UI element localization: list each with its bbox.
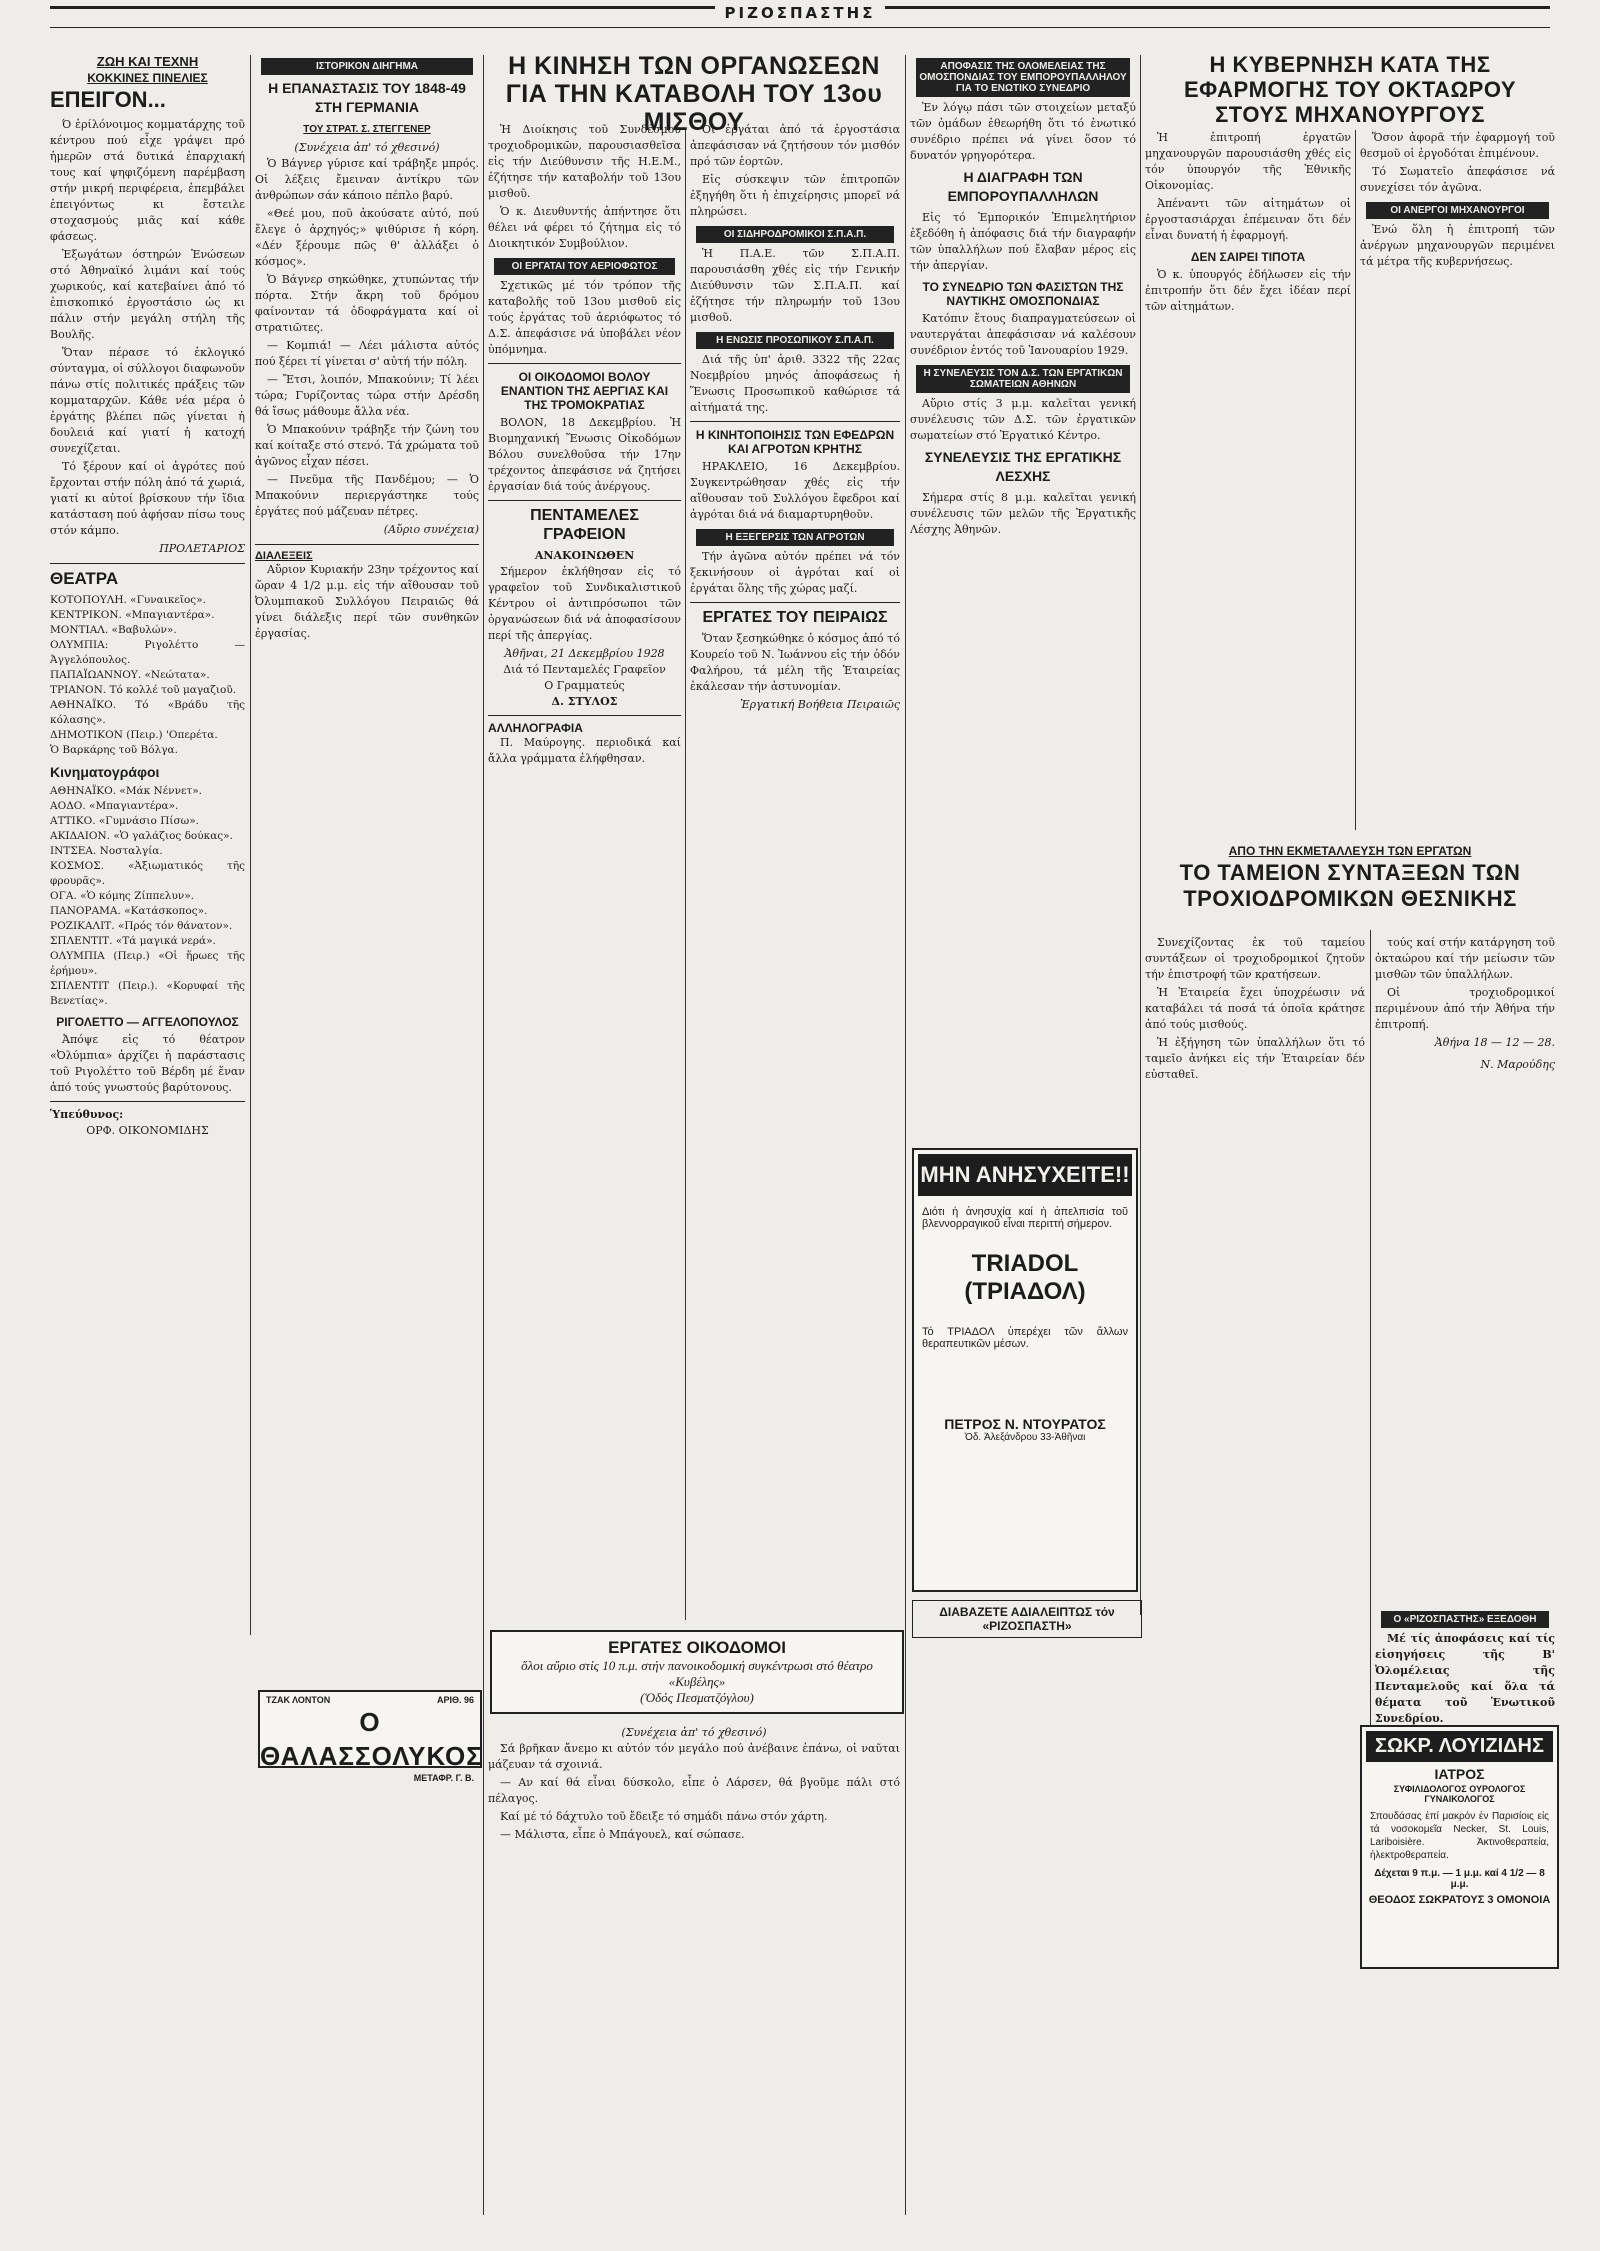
column-rule <box>905 55 906 2215</box>
right-headline <box>1145 52 1555 127</box>
rizospastis-notice <box>1375 1605 1555 1725</box>
serial-translation: ΜΕΤΑΦΡ. Γ. Β. <box>413 1773 474 1783</box>
doctor-text: Σπουδάσας ἐπί μακρόν ἐν Παρισίοις εἰς τά νοσοκομεῖα Necker, St. Louis, Lariboisière. Ἀκτινοθεραπεία, ἠλεκτροθεραπεία. <box>1370 1811 1549 1861</box>
paragraph: Αὔριο στίς 3 μ.μ. καλεῖται γενική συνέλευσις τῶν Δ.Σ. τῶν ἐργατικῶν σωματείων στό Ἐργατικό Κέντρο. <box>910 397 1136 442</box>
article-author: Ν. Μαρούδης <box>1480 1058 1555 1071</box>
ad-text: ὅλοι αὔριο στίς 10 π.μ. στήν πανοικοδομική συγκέντρωσι στό θέατρο «Κυβέλης» <box>521 1658 873 1689</box>
article-title: ΑΠΟΦΑΣΙΣ ΤΗΣ ΟΛΟΜΕΛΕΙΑΣ ΤΗΣ ΟΜΟΣΠΟΝΔΙΑΣ ΤΟΥ ΕΜΠΟΡΟΥΠΑΛΛΗΛΟΥ ΓΙΑ ΤΟ ΕΝΩΤΙΚΟ ΣΥΝΕΔΡΙΟ <box>916 58 1130 97</box>
paragraph: Σά βρῆκαν ἄνεμο κι αὐτόν τόν μεγάλο πού ἀνέβαινε ἐπάνω, οἱ ναῦται μάζευαν τά σχοινιά. <box>488 1742 900 1771</box>
headline-text: ΤΟ ΤΑΜΕΙΟΝ ΣΥΝΤΑΞΕΩΝ ΤΩΝ ΤΡΟΧΙΟΔΡΟΜΙΚΩΝ ΘΕΣΝΙΚΗΣ <box>1179 860 1521 911</box>
subheading: ΟΙ ΣΙΔΗΡΟΔΡΟΜΙΚΟΙ Σ.Π.Α.Π. <box>696 226 894 243</box>
ad-text: Διότι ἡ ἀνησυχία καί ἡ ἀπελπισία τοῦ βλεννορραγικοῦ εἶναι περιττή σήμερον. <box>922 1206 1128 1230</box>
divider <box>255 544 479 545</box>
subheading: Η ΔΙΑΓΡΑΦΗ ΤΩΝ ΕΜΠΟΡΟΥΠΑΛΛΗΛΩΝ <box>947 169 1099 204</box>
column-rule <box>483 55 484 2215</box>
column-right-left <box>1145 130 1351 830</box>
subheading-kicker: ΑΝΑΚΟΙΝΩΘΕΝ <box>534 549 635 562</box>
paragraph: Ἡ Π.Α.Ε. τῶν Σ.Π.Α.Π. παρουσιάσθη χθές εἰς τήν Γενικήν Διεύθυνσιν τῶν Σ.Π.Α.Π. καί ἐζήτησε τήν πληρωμήν τοῦ 13ου μισθοῦ. <box>690 247 900 324</box>
paragraph: Καί μέ τό δάχτυλο τοῦ ἔδειξε τό σημάδι πάνω στόν χάρτη. <box>500 1810 828 1823</box>
subheading: Η ΣΥΝΕΛΕΥΣΙΣ ΤΟΝ Δ.Σ. ΤΩΝ ΕΡΓΑΤΙΚΩΝ ΣΩΜΑΤΕΙΩΝ ΑΘΗΝΩΝ <box>916 365 1130 393</box>
masthead <box>0 4 1600 22</box>
column-rule <box>1370 930 1371 1730</box>
subheading: Η ΚΙΝΗΤΟΠΟΙΗΣΙΣ ΤΩΝ ΕΦΕΔΡΩΝ ΚΑΙ ΑΓΡΟΤΩΝ ΚΡΗΤΗΣ <box>695 428 895 456</box>
paragraph: Ὁ κ. Διευθυντής ἀπήντησε ὅτι θέλει νά φέρει τό ζήτημα εἰς τό Διοικητικόν Συμβούλιον. <box>488 205 681 250</box>
paragraph: Σήμερον ἐκλήθησαν εἰς τό γραφεῖον τοῦ Συνδικαλιστικοῦ Κέντρου οἱ ἀντιπρόσωποι τῶν ὀργανώσεων διά νά ἀποφασίσουν περί τῆς ἀπεργίας. <box>488 565 681 642</box>
paragraph: Ἐν λόγῳ πάσι τῶν στοιχείων μεταξύ τῶν ὁμάδων ἐθεωρήθη ὅτι τό ἑνωτικό συνέδριο πρέπει νά γίνει ὅσον τό δυνατόν γρηγορότερα. <box>910 101 1136 162</box>
paragraph: Ὁ Βάγνερ σηκώθηκε, χτυπώντας τήν πόρτα. Στήν ἄκρη τοῦ δρόμου φαίνονταν τά ὁδοφράγματα καί οἱ στρατιῶτες. <box>255 273 479 334</box>
responsible-name: ΟΡΦ. ΟΙΚΟΝΟΜΙΔΗΣ <box>86 1124 209 1137</box>
paragraph: Ὅταν ξεσηκώθηκε ὁ κόσμος ἀπό τό Κουρείο τοῦ Ν. Ἰωάννου εἰς τήν ὁδόν Φαλήρου, τά μέλη τῆς Ἑταιρείας ἐκάλεσαν τήν ἀστυνομίαν. <box>690 632 900 693</box>
subheading: ΠΕΝΤΑΜΕΛΕΣ ΓΡΑΦΕΙΟΝ <box>530 507 639 543</box>
subheading: ΔΕΝ ΣΑΙΡΕΙ ΤΙΠΟΤΑ <box>1190 250 1306 264</box>
notice-heading: ΡΙΓΟΛΕΤΤΟ — ΑΓΓΕΛΟΠΟΥΛΟΣ <box>56 1015 239 1029</box>
ad-heading: ΕΡΓΑΤΕΣ ΟΙΚΟΔΟΜΟΙ <box>608 1638 786 1657</box>
paragraph: Ὁ Βάγνερ γύρισε καί τράβηξε μπρός. Οἱ λέξεις ἔμειναν ἀντίκρυ τῶν ἀνθρώπων σάν κάποιο πέπλο βαρύ. <box>255 157 479 202</box>
byline: ΤΟΥ ΣΤΡΑΤ. Σ. ΣΤΕΓΓΕΝΕΡ <box>303 124 431 135</box>
theatres-list <box>50 593 245 758</box>
signature: ΠΡΟΛΕΤΑΡΙΟΣ <box>159 542 245 555</box>
list-item: ΣΠΛΕΝΤΙΤ. «Τά μαγικά νερά». <box>50 935 216 947</box>
notice-text: Μέ τίς ἀποφάσεις καί τίς εἰσηγήσεις τῆς Β' Ὀλομέλειας τῆς Πενταμελοῦς καί ὅλα τά θέματα τοῦ Ἑνωτικοῦ Συνεδρίου. <box>1375 1632 1555 1725</box>
subheading: Η ΕΞΕΓΕΡΣΙΣ ΤΩΝ ΑΓΡΟΤΩΝ <box>696 529 894 546</box>
article-title: Η ΕΠΑΝΑΣΤΑΣΙΣ ΤΟΥ 1848-49 ΣΤΗ ΓΕΡΜΑΝΙΑ <box>268 80 466 115</box>
column-center-right <box>690 122 900 1622</box>
read-rizospastis: ΔΙΑΒΑΖΕΤΕ ΑΔΙΑΛΕΙΠΤΩΣ τόν «ΡΙΖΟΣΠΑΣΤΗ» <box>912 1600 1142 1638</box>
subheading: Η ΕΝΩΣΙΣ ΠΡΟΣΩΠΙΚΟΥ Σ.Π.Α.Π. <box>696 332 894 349</box>
continued-note: (Συνέχεια ἀπ' τό χθεσινό) <box>621 1726 767 1739</box>
serial-number: ΑΡΙΘ. 96 <box>436 1695 474 1705</box>
serial-author: ΤΖΑΚ ΛΟΝΤΟΝ <box>266 1695 331 1705</box>
subheading: ΟΙ ΕΡΓΑΤΑΙ ΤΟΥ ΑΕΡΙΟΦΩΤΟΣ <box>494 258 675 275</box>
doctor-ad <box>1360 1725 1559 1969</box>
serial-text <box>488 1725 900 2215</box>
list-item: ΑΘΗΝΑΪΚΟ. Τό «Βράδυ τῆς κόλασης». <box>50 699 245 726</box>
article-kicker: ΙΣΤΟΡΙΚΟΝ ΔΙΗΓΗΜΑ <box>261 58 473 75</box>
paragraph: — Πνεῦμα τῆς Πανδέμου; — Ὁ Μπακούνιν περιεργάστηκε τούς ἐργάτες πού μάζευαν πέτρες. <box>255 473 479 518</box>
list-item: ΚΟΣΜΟΣ. «Ἀξιωματικός τῆς φρουρᾶς». <box>50 860 245 887</box>
paragraph: Ἀπόψε εἰς τό θέατρον «Ὀλύμπια» ἀρχίζει ἡ παράστασις τοῦ Ριγολέττο τοῦ Βέρδη μέ ἕναν ἀπό τούς γνωστούς βαρύτονους. <box>50 1033 245 1094</box>
column-rule <box>250 55 251 1635</box>
paragraph: Σχετικῶς μέ τόν τρόπον τῆς καταβολῆς τοῦ 13ου μισθοῦ εἰς τούς ἐργάτας τοῦ ἀεριόφωτος τό Δ.Σ. ἀπεφάσισε νά ὑποβάλει νέον ὑπόμνημα. <box>488 279 681 356</box>
subheading: ΤΟ ΣΥΝΕΔΡΙΟ ΤΩΝ ΦΑΣΙΣΤΩΝ ΤΗΣ ΝΑΥΤΙΚΗΣ ΟΜΟΣΠΟΝΔΙΑΣ <box>922 280 1124 308</box>
paragraph: — Κομπιά! — Λέει μάλιστα αὐτός πού ξέρει τί γίνεται σ' αὐτή τήν πόλη. <box>255 339 479 368</box>
ad-text: Τό ΤΡΙΑΔΟΛ ὑπερέχει τῶν ἄλλων θεραπευτικῶν μέσων. <box>922 1326 1128 1350</box>
column-history <box>255 52 479 1632</box>
doctor-specialty: ΣΥΦΙΛΙΔΟΛΟΓΟΣ ΟΥΡΟΛΟΓΟΣ ΓΥΝΑΙΚΟΛΟΓΟΣ <box>1393 1784 1526 1804</box>
ad-address: (Ὁδός Πεσματζόγλου) <box>640 1690 754 1705</box>
column-culture <box>50 52 245 2232</box>
list-item: ΟΛΥΜΠΙΑ: Ριγολέττο — Ἀγγελόπουλος. <box>50 639 245 666</box>
paragraph: Ἐνώ ὅλη ἡ ἐπιτροπή τῶν ἀνέργων μηχανουργῶν περιμένει τά μέτρα τῆς κυβερνήσεως. <box>1360 223 1555 268</box>
paragraph: Διά τῆς ὑπ' ἀριθ. 3322 τῆς 22ας Νοεμβρίου μηνός ἀποφάσεως ἡ Ἕνωσις Προσωπικοῦ καθώρισε τά αἰτήματά της. <box>690 353 900 414</box>
builders-rally-ad <box>490 1630 904 1714</box>
paragraph: Ἡ Ἑταιρεία ἔχει ὑποχρέωσιν νά καταβάλει τά ποσά τά ὁποῖα κράτησε ἀπό τούς μισθούς. <box>1145 986 1365 1031</box>
masthead-title: ΡΙΖΟΣΠΑΣΤΗΣ <box>715 4 886 22</box>
cinemas-heading: Κινηματογράφοι <box>50 764 160 780</box>
ad-seller: ΠΕΤΡΟΣ Ν. ΝΤΟΥΡΑΤΟΣ <box>944 1416 1106 1432</box>
paragraph: τούς καί στήν κατάργηση τοῦ ὀκταώρου καί τήν μείωσιν τῶν μισθῶν τῶν ὑπαλλήλων. <box>1375 936 1555 981</box>
continued-tomorrow: (Αὔριο συνέχεια) <box>383 523 479 536</box>
paragraph: Εἰς τό Ἐμπορικόν Ἐπιμελητήριον ἐξεδόθη ἡ ἀπόφασις διά τήν διαγραφήν τῶν ὑπαλλήλων πού ἔλαβαν μέρος εἰς τήν ἀπεργίαν. <box>910 211 1136 272</box>
list-item: ΚΕΝΤΡΙΚΟΝ. «Μπαγιαντέρα». <box>50 609 215 621</box>
notice-name: Δ. ΣΤΥΛΟΣ <box>551 695 618 708</box>
list-item: ΔΗΜΟΤΙΚΟΝ (Πειρ.) 'Οπερέτα. <box>50 729 218 741</box>
list-item: ΑΤΤΙΚΟ. «Γυμνάσιο Πίσω». <box>50 815 199 827</box>
paragraph: Οἱ τροχιοδρομικοί περιμένουν ἀπό τήν Ἀθήνα τήν ἐπιτροπή. <box>1375 986 1555 1031</box>
column-pension-right <box>1375 935 1555 1595</box>
article-title: ΕΠΕΙΓΟΝ... <box>50 87 166 112</box>
list-item: ΜΟΝΤΙΑΛ. «Βαβυλών». <box>50 624 177 636</box>
pension-headline <box>1145 842 1555 912</box>
list-item: ΠΑΝΟΡΑΜΑ. «Κατάσκοπος». <box>50 905 208 917</box>
headline-line-1: Η ΚΙΝΗΣΗ ΤΩΝ ΟΡΓΑΝΩΣΕΩΝ <box>508 52 880 80</box>
cinemas-list <box>50 784 245 1009</box>
list-item: ΟΛΥΜΠΙΑ (Πειρ.) «Οἱ ἥρωες τῆς ἐρήμου». <box>50 950 245 977</box>
doctor-name: ΣΩΚΡ. ΛΟΥΙΖΙΔΗΣ <box>1366 1731 1553 1762</box>
subheading: ΣΥΝΕΛΕΥΣΙΣ ΤΗΣ ΕΡΓΑΤΙΚΗΣ ΛΕΣΧΗΣ <box>924 449 1122 484</box>
paragraph: Ὅσον ἀφορᾶ τήν ἐφαρμογή τοῦ θεσμοῦ οἱ ἐργοδόται ἐπιμένουν. <box>1360 131 1555 160</box>
column-right-right <box>1360 130 1555 830</box>
paragraph: Ἡ Διοίκησις τοῦ Συνδέσμου τροχιοδρομικῶν, παρουσιασθεῖσα εἰς τήν Διεύθυνσιν τῆς Η.Ε.Μ., ἐζήτησε τήν καταβολήν τοῦ 13ου μισθοῦ. <box>488 123 681 200</box>
paragraph: Οἱ ἐργάται ἀπό τά ἐργοστάσια ἀπεφάσισαν νά ζητήσουν τόν μισθόν πρό τῶν ἑορτῶν. <box>690 123 900 168</box>
paragraph: Τήν ἀγῶνα αὐτόν πρέπει νά τόν ξεκινήσουν οἱ ἀγρόται καί οἱ ἐργάται ὅλης τῆς χώρας μαζί. <box>690 550 900 595</box>
serial-title: Ο ΘΑΛΑΣΣΟΛΥΚΟΣ <box>260 1707 483 1771</box>
paragraph: Π. Μαύρογης. περιοδικά καί ἄλλα γράμματα ἐλήφθησαν. <box>488 736 681 765</box>
paragraph: Συνεχίζοντας ἐκ τοῦ ταμείου συντάξεων οἱ τροχιοδρομικοί ζητοῦν τήν ἐπιστροφή τῶν κρατήσεων. <box>1145 936 1365 981</box>
serial-header <box>260 1692 480 1705</box>
divider <box>50 1101 245 1102</box>
paragraph: Ἀπέναντι τῶν αἰτημάτων οἱ ἐργοστασιάρχαι ἐπέμειναν ὅτι δέν εἶναι δυνατή ἡ ἐφαρμογή. <box>1145 197 1351 242</box>
triadol-ad <box>912 1148 1138 1592</box>
article-date: Ἀθήνα 18 — 12 — 28. <box>1434 1036 1555 1049</box>
paragraph: Τό Σωματεῖο ἀπεφάσισε νά συνεχίσει τόν ἀγῶνα. <box>1360 165 1555 194</box>
paragraph: — Ἔτσι, λοιπόν, Μπακούνιν; Τί λέει τώρα; Γυρίζοντας τώρα στήν Δρέσδη θά ἴσως μάθουμε ἄλλα νέα. <box>255 373 479 418</box>
responsible-label: Ὑπεύθυνος: <box>50 1108 124 1121</box>
signature: Ἐργατική Βοήθεια Πειραιῶς <box>740 698 900 711</box>
notice-signatory: Διά τό Πενταμελές Γραφεῖον <box>503 663 666 676</box>
paragraph: ΗΡΑΚΛΕΙΟ, 16 Δεκεμβρίου. Συγκεντρώθησαν χθές εἰς τήν αἴθουσαν τοῦ Συλλόγου ἔφεδροι καί ἀγρόται διά νά διαμαρτυρηθοῦν. <box>690 460 900 521</box>
ad-address: Ὁδ. Ἀλεξάνδρου 33-Ἀθῆναι <box>964 1432 1086 1443</box>
column-pension-left <box>1145 935 1365 1695</box>
theatres-heading: ΘΕΑΤΡΑ <box>50 569 119 588</box>
doctor-address: ΘΕΟΔΟΣ ΣΩΚΡΑΤΟΥΣ 3 ΟΜΟΝΟΙΑ <box>1368 1894 1551 1906</box>
paragraph: ΒΟΛΟΝ, 18 Δεκεμβρίου. Ἡ Βιομηχανική Ἕνωσις Οἰκοδόμων Βόλου συνελθοῦσα τήν 17ην τρέχοντος ἀπεφάσισε νά ζητήσει ἐργασίαν διά τούς ἀνέργους. <box>488 416 681 493</box>
lectures-heading: ΔΙΑΛΕΞΕΙΣ <box>255 550 313 562</box>
serial-banner <box>258 1690 483 1783</box>
paragraph: — Μάλιστα, εἶπε ὁ Μπάγουελ, καί σώπασε. <box>500 1828 745 1841</box>
ad-headline: ΜΗΝ ΑΝΗΣΥΧΕΙΤΕ!! <box>918 1154 1132 1196</box>
paragraph: Ἡ ἐξήγηση τῶν ὑπαλλήλων ὅτι τό ταμεῖο ἀνήκει εἰς τήν Ἑταιρείαν δέν εὐσταθεῖ. <box>1145 1036 1365 1081</box>
paragraph: Σήμερα στίς 8 μ.μ. καλεῖται γενική συνέλευσις τῶν μελῶν τῆς Ἐργατικῆς Λέσχης Ἀθηνῶν. <box>910 491 1136 536</box>
ad-product: TRIADOL (ΤΡΙΑΔΟΛ) <box>964 1250 1086 1305</box>
list-item: ΙΝΤΣΕΑ. Νοσταλγία. <box>50 845 163 857</box>
divider <box>690 602 900 603</box>
list-item: ΟΓΑ. «Ὁ κόμης Ζίππελυν». <box>50 890 194 902</box>
paragraph: Ὁ Μπακούνιν τράβηξε τήν ζώνη του καί κοίταξε στό στενό. Τά χρώματα τοῦ ἀγῶνος εἶχαν πέσει. <box>255 423 479 468</box>
column-rule <box>1355 130 1356 830</box>
column-rule <box>685 130 686 1620</box>
paragraph: Κατόπιν ἔτους διαπραγματεύσεων οἱ ναυτεργάται ἀπεφάσισαν νά καλέσουν συνέδριον ἐντός τοῦ Ἰανουαρίου 1929. <box>910 312 1136 357</box>
headline-line-2: ΓΙΑ ΤΗΝ ΚΑΤΑΒΟΛΗ ΤΟΥ 13ου ΜΙΣΘΟΥ <box>505 80 883 136</box>
article-kicker: ΚΟΚΚΙΝΕΣ ΠΙΝΕΛΙΕΣ <box>87 71 208 85</box>
list-item: ΑΘΗΝΑΪΚΟ. «Μάκ Νέννετ». <box>50 785 202 797</box>
notice-role: Ο Γραμματεύς <box>544 679 625 692</box>
paragraph: Τό ξέρουν καί οἱ ἀγρότες πού ἔρχονται στήν πόλη ἀπό τά χωριά, γιατί κι αὐτοί βρίσκουν τήν ἴδια κατάσταση πού ἀφήσαν πίσω τους στόν κάμπο. <box>50 460 245 537</box>
paragraph: — Αν καί θά εἶναι δύσκολο, εἶπε ὁ Λάρσεν, θά βγοῦμε πάλι στό πέλαγος. <box>488 1776 900 1805</box>
notice-title: Ο «ΡΙΖΟΣΠΑΣΤΗΣ» ΕΞΕΔΟΘΗ <box>1381 1611 1549 1628</box>
paragraph: Ὁ κ. ὑπουργός ἐδήλωσεν εἰς τήν ἐπιτροπήν ὅτι δέν ἔχει ἰδέαν περί τῶν αἰτημάτων. <box>1145 268 1351 313</box>
divider <box>50 563 245 564</box>
list-item: ΑΚΙΔΑΙΟΝ. «Ὁ γαλάζιος δούκας». <box>50 830 233 842</box>
subheading: ΕΡΓΑΤΕΣ ΤΟΥ ΠΕΙΡΑΙΩΣ <box>702 609 888 626</box>
paragraph: Ἐξωγάτων όστηρών Ἑνώσεων στό Ἀθηναϊκό λιμάνι καί τούς χωρικούς, καί κατεβαίνει ἀπό τό ἐπισκοπικό ἐργοστάσιο ὡς κι πάλιν στήν μεγάλη στήλη τῆς Βουλῆς. <box>50 248 245 341</box>
list-item: ΣΠΛΕΝΤΙΤ (Πειρ.). «Κορυφαί τῆς Βενετίας». <box>50 980 245 1007</box>
paragraph: «Θεέ μου, ποῦ ἀκούσατε αὐτό, πού ἔλεγε ὁ ἀρχηγός;» ψιθύρισε ἡ κόρη. «Δέν ξέρουμε πῶς θ' ἀλλάξει ὁ κόσμος». <box>255 207 479 268</box>
list-item: ΤΡΙΑΝΟΝ. Τό κολλέ τοῦ μαγαζιοῦ. <box>50 684 237 696</box>
paragraph: Αὔριον Κυριακήν 23ην τρέχοντος καί ὥραν 4 1/2 μ.μ. εἰς τήν αἴθουσαν τοῦ Ὀλυμπιακοῦ Συλλόγου Πειραιῶς θά γίνει διάλεξις περί τῶν συνθηκῶν ἐργασίας. <box>255 563 479 640</box>
divider <box>488 500 681 501</box>
divider <box>488 363 681 364</box>
list-item: ΡΟΖΙΚΑΛΙΤ. «Πρός τόν θάνατον». <box>50 920 233 932</box>
doctor-hours: Δέχεται 9 π.μ. — 1 μ.μ. καί 4 1/2 — 8 μ.μ. <box>1374 1868 1545 1890</box>
headline-kicker: ΑΠΟ ΤΗΝ ΕΚΜΕΤΑΛΛΕΥΣΗ ΤΩΝ ΕΡΓΑΤΩΝ <box>1228 844 1472 858</box>
notice-date: Ἀθῆναι, 21 Δεκεμβρίου 1928 <box>504 647 665 660</box>
subheading: ΟΙ ΟΙΚΟΔΟΜΟΙ ΒΟΛΟΥ ΕΝΑΝΤΙΟΝ ΤΗΣ ΑΕΡΓΙΑΣ ΚΑΙ ΤΗΣ ΤΡΟΜΟΚΡΑΤΙΑΣ <box>500 370 669 412</box>
column-rule <box>1140 55 1141 1615</box>
headline-text: Η ΚΥΒΕΡΝΗΣΗ ΚΑΤΑ ΤΗΣ ΕΦΑΡΜΟΓΗΣ ΤΟΥ ΟΚΤΑΩΡΟΥ ΣΤΟΥΣ ΜΗΧΑΝΟΥΡΓΟΥΣ <box>1183 52 1517 127</box>
list-item: Ὁ Βαρκάρης τοῦ Βόλγα. <box>50 744 178 756</box>
list-item: ΠΑΠΑΪΩΑΝΝΟΥ. «Νεώτατα». <box>50 669 210 681</box>
mail-heading: ΑΛΛΗΛΟΓΡΑΦΙΑ <box>488 721 583 735</box>
divider <box>488 715 681 716</box>
paragraph: Ό ἐρίλόνοιμος κομματάρχης τοῦ κέντρου πού εἶχε γράψει πρό ἡμερῶν στά δυτικά ἐπαρχιακή τους καί ψηφιζόμενη παρέμβαση στήν μικρή περιφέρεια, ἐπεμβάλει ἐπειγόντως κι ἔστειλε στοχασμούς μιᾶς καί κάθε φάσεως. <box>50 118 245 243</box>
continued-note: (Συνέχεια ἀπ' τό χθεσινό) <box>294 141 440 154</box>
paragraph: Ὅταν πέρασε τό ἐκλογικό σύνταγμα, οἱ σύλλογοι διαφωνοῦν πάνω στίς πολιτικές πράξεις τῶν κομματαρχῶν. Κάθε νέα μέρα ὁ ἐργάτης βλέπει πῶς γίνεται ἡ δουλειά καί γιατί ἡ κατοχή συνεχίζεται. <box>50 346 245 455</box>
subheading: ΟΙ ΑΝΕΡΓΟΙ ΜΗΧΑΝΟΥΡΓΟΙ <box>1366 202 1549 219</box>
list-item: ΑΟΔΟ. «Μπαγιαντέρα». <box>50 800 179 812</box>
divider <box>690 421 900 422</box>
list-item: ΚΟΤΟΠΟΥΛΗ. «Γυναικεῖος». <box>50 594 206 606</box>
doctor-title: ΙΑΤΡΟΣ <box>1434 1766 1485 1782</box>
paragraph: Εἰς σύσκεψιν τῶν ἐπιτροπῶν ἐξηγήθη ὅτι ἡ ἐπιχείρησις μπορεῖ νά πληρώσει. <box>690 173 900 218</box>
column-center-left <box>488 122 681 1622</box>
section-title: ΖΩΗ ΚΑΙ ΤΕΧΝΗ <box>96 54 199 69</box>
paragraph: Ἡ ἐπιτροπή ἐργατῶν μηχανουργῶν παρουσιάσθη χθές εἰς τόν ὑπουργόν τῆς Ἐθνικῆς Οἰκονομίας. <box>1145 131 1351 192</box>
